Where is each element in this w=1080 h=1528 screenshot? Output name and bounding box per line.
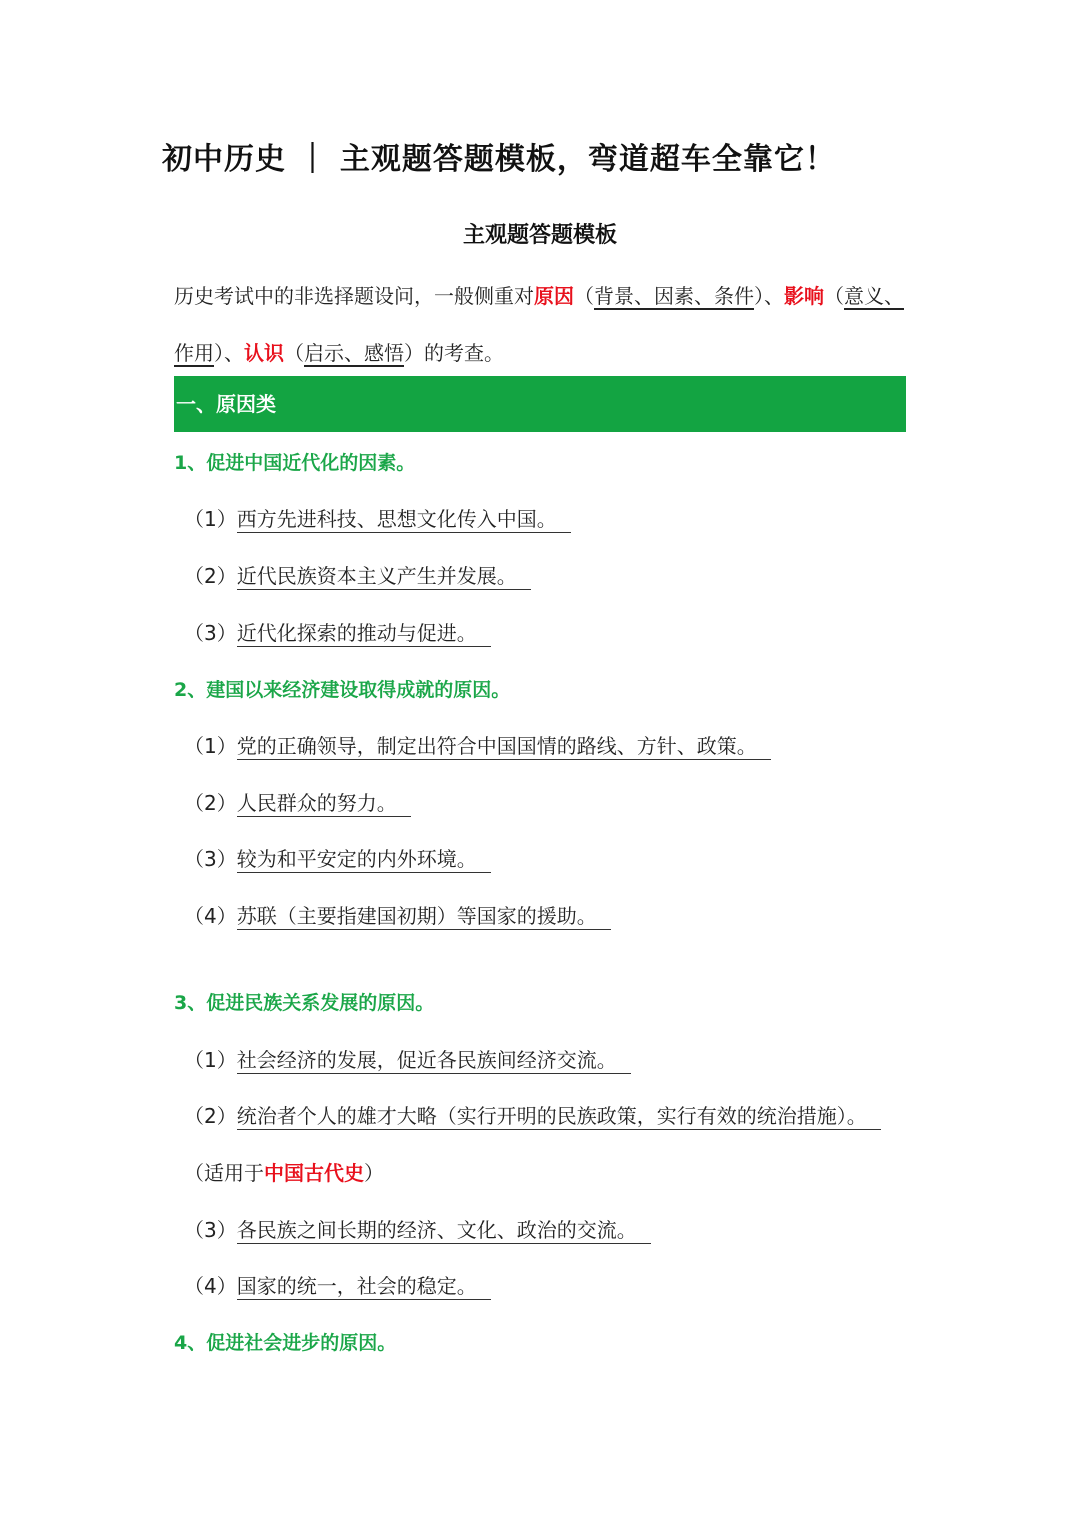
item-number: （3） [184, 847, 237, 871]
group-heading: 4、促进社会进步的原因。 [174, 1332, 397, 1354]
item-text: 国家的统一，社会的稳定。 [237, 1273, 491, 1300]
note-text: ） [364, 1161, 384, 1185]
keyword-understanding: 认识 [244, 341, 284, 365]
keyword-reason: 原因 [534, 284, 574, 308]
intro-underlined: 背景、因素、条件 [594, 284, 754, 308]
group-heading: 3、促进民族关系发展的原因。 [174, 992, 435, 1014]
item-text: 党的正确领导，制定出符合中国国情的路线、方针、政策。 [237, 733, 771, 760]
item-text: 人民群众的努力。 [237, 790, 411, 817]
intro-text: ）的考查。 [404, 341, 504, 365]
intro-text: 历史考试中的非选择题设问，一般侧重对 [174, 284, 534, 308]
intro-underlined: 意义、作用 [174, 284, 904, 365]
intro-underlined: 启示、感悟 [304, 341, 404, 365]
item-number: （3） [184, 1218, 237, 1242]
item-text: 苏联（主要指建国初期）等国家的援助。 [237, 903, 611, 930]
keyword-impact: 影响 [784, 284, 824, 308]
list-item [184, 731, 771, 761]
item-number: （1） [184, 734, 237, 758]
intro-text: ）、 [214, 341, 244, 365]
item-text: 近代化探索的推动与促进。 [237, 620, 491, 647]
intro-text: （ [284, 341, 304, 365]
intro-text: （ [574, 284, 594, 308]
intro-text: ）、 [754, 284, 784, 308]
page-title: 初中历史 ｜ 主观题答题模板，弯道超车全靠它！ [162, 142, 836, 177]
group-heading: 2、建国以来经济建设取得成就的原因。 [174, 679, 511, 701]
item-number: （1） [184, 1048, 237, 1072]
list-item [184, 844, 491, 874]
list-item [184, 618, 491, 648]
list-item [184, 1101, 881, 1131]
list-item [184, 901, 611, 931]
group-heading: 1、促进中国近代化的因素。 [174, 452, 416, 474]
section-header-bar: 一、原因类 [174, 376, 906, 432]
item-number: （2） [184, 564, 237, 588]
list-item [184, 1215, 651, 1245]
item-text: 近代民族资本主义产生并发展。 [237, 563, 531, 590]
list-item [184, 504, 571, 534]
item-text: 社会经济的发展，促近各民族间经济交流。 [237, 1047, 631, 1074]
list-item [184, 1271, 491, 1301]
item-text: 各民族之间长期的经济、文化、政治的交流。 [237, 1217, 651, 1244]
item-text: 西方先进科技、思想文化传入中国。 [237, 506, 571, 533]
item-number: （2） [184, 791, 237, 815]
item-number: （3） [184, 621, 237, 645]
list-item [184, 561, 531, 591]
note-keyword: 中国古代史 [264, 1161, 364, 1185]
item-text: 较为和平安定的内外环境。 [237, 846, 491, 873]
item-number: （4） [184, 1274, 237, 1298]
item-number: （2） [184, 1104, 237, 1128]
document-subtitle: 主观题答题模板 [462, 223, 617, 248]
note-text: （适用于 [184, 1161, 264, 1185]
item-number: （4） [184, 904, 237, 928]
list-item [184, 788, 411, 818]
item-text: 统治者个人的雄才大略（实行开明的民族政策，实行有效的统治措施）。 [237, 1103, 881, 1130]
intro-text: （ [824, 284, 844, 308]
list-item [184, 1045, 631, 1075]
item-note [184, 1158, 384, 1188]
item-number: （1） [184, 507, 237, 531]
intro-paragraph [174, 268, 914, 382]
